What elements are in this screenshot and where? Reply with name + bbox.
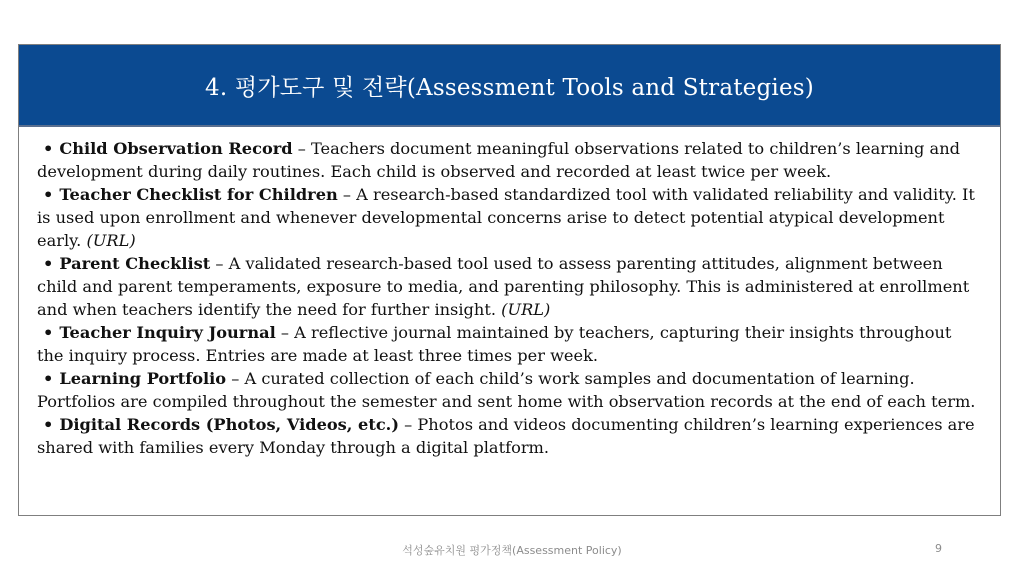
item-separator: – xyxy=(210,254,229,273)
item-term: Learning Portfolio xyxy=(59,369,227,388)
slide-title: 4. 평가도구 및 전략(Assessment Tools and Strategies) xyxy=(205,74,814,101)
item-description: A curated collection of each child’s work samples and documentation of learning. Portfolios are compiled throughout the semester and sent home with observation records at the end of each term. xyxy=(37,369,976,411)
page-number: 9 xyxy=(935,542,942,555)
title-banner xyxy=(19,45,1000,127)
bullet-icon: • xyxy=(43,323,54,342)
item-separator: – xyxy=(275,323,295,342)
item-separator: – xyxy=(226,369,245,388)
footer-title: 석성숲유치원 평가정책(Assessment Policy) xyxy=(402,544,622,557)
item-description: A reflective journal maintained by teachers, capturing their insights throughout the inquiry process. Entries are made at least three times per week. xyxy=(37,323,952,365)
bullet-list xyxy=(37,137,982,459)
item-description: Teachers document meaningful observations related to children’s learning and development during daily routines. Each child is observed and recorded at least twice per week. xyxy=(37,139,960,181)
url-link[interactable]: (URL) xyxy=(501,300,551,319)
item-separator: – xyxy=(292,139,311,158)
bullet-icon: • xyxy=(43,185,54,204)
item-term: Digital Records (Photos, Videos, etc.) xyxy=(59,415,399,434)
list-item xyxy=(37,137,982,183)
list-item xyxy=(37,252,982,321)
slide-frame xyxy=(18,44,1001,516)
item-term: Child Observation Record xyxy=(59,139,293,158)
item-description: Photos and videos documenting children’s learning experiences are shared with families every Monday through a digital platform. xyxy=(37,415,975,457)
item-description: A research-based standardized tool with validated reliability and validity. It is used upon enrollment and whenever developmental concerns arise to detect potential atypical development early. xyxy=(37,185,975,250)
bullet-icon: • xyxy=(43,415,54,434)
item-separator: – xyxy=(398,415,418,434)
url-link[interactable]: (URL) xyxy=(86,231,136,250)
item-description: A validated research-based tool used to assess parenting attitudes, alignment between child and parent temperaments, exposure to media, and parenting philosophy. This is administered at enrollment and when teachers identify the need for further insight. xyxy=(37,254,970,319)
bullet-icon: • xyxy=(43,254,54,273)
item-term: Teacher Checklist for Children xyxy=(59,185,338,204)
item-term: Parent Checklist xyxy=(59,254,211,273)
item-separator: – xyxy=(337,185,357,204)
item-term: Teacher Inquiry Journal xyxy=(59,323,276,342)
list-item xyxy=(37,183,982,252)
list-item xyxy=(37,367,982,413)
bullet-icon: • xyxy=(43,369,54,388)
list-item xyxy=(37,321,982,367)
bullet-icon: • xyxy=(43,139,54,158)
list-item xyxy=(37,413,982,459)
